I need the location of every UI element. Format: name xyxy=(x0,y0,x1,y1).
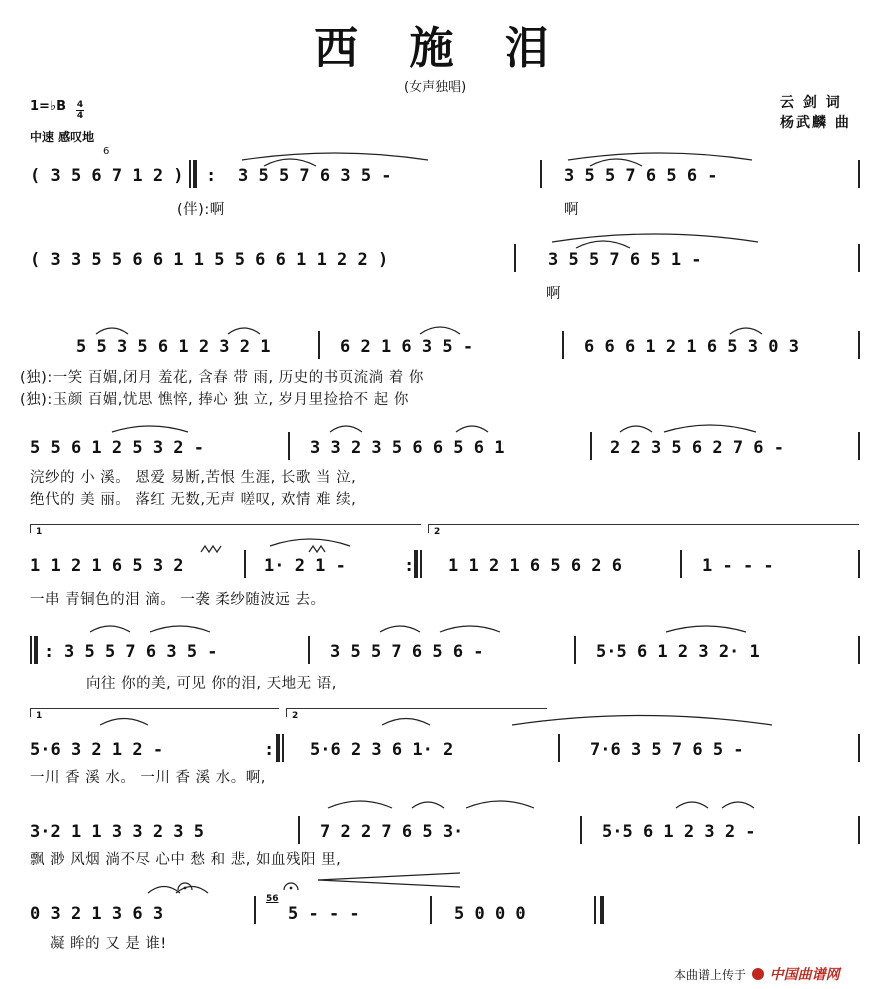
barline xyxy=(298,816,300,844)
barline xyxy=(680,550,682,578)
slur xyxy=(664,425,756,432)
volta-bracket-1 xyxy=(30,524,421,533)
lyric: 向往 你的美, 可见 你的泪, 天地无 语, xyxy=(86,676,337,692)
repeat-end-barline xyxy=(276,734,280,762)
score-measure: 7·6 3 5 7 6 5 - xyxy=(590,740,744,760)
barline xyxy=(308,636,310,664)
barline xyxy=(514,244,516,272)
subtitle: (女声独唱) xyxy=(404,80,467,95)
final-barline-thin xyxy=(594,896,596,924)
score-measure: 3·2 1 1 3 3 2 3 5 xyxy=(30,822,204,842)
slur xyxy=(620,426,652,432)
lyric: 啊 xyxy=(546,286,561,302)
tuplet-marker: 6 xyxy=(103,146,110,157)
slur xyxy=(380,626,420,632)
score-measure: 1 - - - xyxy=(702,556,774,576)
slur xyxy=(466,801,534,808)
score-measure: 0 3 2 1 3 6 3 xyxy=(30,904,164,924)
footer xyxy=(674,964,840,984)
slur xyxy=(456,426,488,432)
slur xyxy=(568,153,752,160)
barline xyxy=(590,432,592,460)
slur xyxy=(150,626,210,632)
hairpin xyxy=(318,880,460,887)
score-measure: 3 3 2 3 5 6 6 5 6 1 xyxy=(310,438,505,458)
composer-credit: 杨武麟 曲 xyxy=(780,115,851,131)
score-measure: 5 5 6 1 2 5 3 2 - xyxy=(30,438,204,458)
slur xyxy=(382,719,430,726)
upload-text: 本曲谱上传于 xyxy=(674,968,747,982)
barline xyxy=(282,734,284,762)
brand-name[interactable]: 中国曲谱网 xyxy=(769,967,840,983)
volta-number: 2 xyxy=(434,527,441,537)
slur xyxy=(552,234,758,242)
lyric: 一川 香 溪 水。 一川 香 溪 水。啊, xyxy=(30,770,266,786)
volta-bracket-1 xyxy=(30,708,279,717)
slur xyxy=(96,328,128,334)
slur xyxy=(412,802,444,808)
time-signature: 4 4 xyxy=(76,100,84,121)
score-measure: 2 2 3 5 6 2 7 6 - xyxy=(610,438,784,458)
score-measure: 1 1 2 1 6 5 6 2 6 xyxy=(448,556,622,576)
site-logo-icon xyxy=(752,968,764,980)
lyric-verse-2: 绝代的 美 丽。 落红 无数,无声 嗟叹, 欢情 难 续, xyxy=(30,492,357,508)
score-measure: 6 6 6 1 2 1 6 5 3 0 3 xyxy=(584,337,799,357)
score-measure: 1· 2 1 - xyxy=(264,556,346,576)
barline xyxy=(858,244,860,272)
barline xyxy=(244,550,246,578)
slur xyxy=(722,802,754,808)
barline xyxy=(858,331,860,359)
score-measure: 7 2 2 7 6 5 3· xyxy=(320,822,464,842)
score-measure: 3 5 5 7 6 5 6 - xyxy=(330,642,484,662)
score-line-2-interlude: ( 3 3 5 5 6 6 1 1 5 5 6 6 1 1 2 2 ) xyxy=(30,250,389,270)
barline xyxy=(580,816,582,844)
slur xyxy=(242,153,428,160)
slur xyxy=(730,328,762,334)
repeat-barline xyxy=(193,160,197,188)
barline xyxy=(30,636,32,664)
slur xyxy=(148,887,180,894)
lyric-verse-1: (独):一笑 百媚,闭月 羞花, 含春 带 雨, 历史的书页流淌 着 你 xyxy=(20,370,424,386)
barline xyxy=(858,550,860,578)
volta-bracket-2 xyxy=(286,708,547,717)
mordent-icon xyxy=(309,546,325,552)
barline xyxy=(189,160,191,188)
barline xyxy=(420,550,422,578)
lyric: 飘 渺 风烟 淌不尽 心中 愁 和 悲, 如血残阳 里, xyxy=(30,852,342,868)
score-measure: 1 1 2 1 6 5 3 2 xyxy=(30,556,184,576)
slur xyxy=(270,539,350,546)
slur xyxy=(90,626,130,632)
page-title: 西 施 泪 xyxy=(314,23,567,74)
barline xyxy=(288,432,290,460)
volta-bracket-2 xyxy=(428,524,859,533)
grace-notes: 56 xyxy=(266,894,279,904)
tempo-marking: 中速 感叹地 xyxy=(30,130,95,144)
slur xyxy=(576,241,630,248)
barline xyxy=(318,331,320,359)
lyricist-credit: 云 剑 词 xyxy=(780,95,842,111)
score-measure: 5 0 0 0 xyxy=(454,904,526,924)
barline xyxy=(858,734,860,762)
score-measure: 5·6 2 3 6 1· 2 xyxy=(310,740,454,760)
lyric-verse-2: (独):玉颜 百媚,忧思 憔悴, 捧心 独 立, 岁月里捡拾不 起 你 xyxy=(20,392,409,408)
key-signature: 1=♭B xyxy=(30,99,66,114)
barline xyxy=(858,816,860,844)
volta-number: 1 xyxy=(36,527,43,537)
final-barline-thick xyxy=(600,896,604,924)
slur xyxy=(512,716,772,726)
lyric: 凝 眸的 又 是 谁! xyxy=(50,936,167,952)
hairpin xyxy=(318,873,460,880)
score-measure: 3 5 5 7 6 3 5 - xyxy=(238,166,392,186)
score-measure: 6 2 1 6 3 5 - xyxy=(340,337,474,357)
slur xyxy=(228,328,260,334)
barline xyxy=(858,432,860,460)
score-line-1-intro: ( 3 5 6 7 1 2 ) xyxy=(30,166,184,186)
score-measure: 5 5 3 5 6 1 2 3 2 1 xyxy=(76,337,271,357)
slur xyxy=(666,626,746,632)
mordent-icon xyxy=(201,546,221,552)
barline xyxy=(558,734,560,762)
lyric: 啊 xyxy=(564,202,579,218)
score-measure: 5 - - - xyxy=(288,904,360,924)
lyric: 一串 青铜色的泪 滴。 一袭 柔纱随波远 去。 xyxy=(30,592,326,608)
barline xyxy=(254,896,256,924)
lyric: (伴):啊 xyxy=(177,202,225,218)
barline xyxy=(430,896,432,924)
barline xyxy=(540,160,542,188)
slur xyxy=(440,626,500,632)
volta-number: 1 xyxy=(36,711,43,721)
barline xyxy=(858,160,860,188)
score-measure: 5·6 3 2 1 2 - xyxy=(30,740,164,760)
slur xyxy=(420,327,460,334)
barline xyxy=(562,331,564,359)
slur xyxy=(112,426,188,432)
barline xyxy=(858,636,860,664)
volta-number: 2 xyxy=(292,711,299,721)
repeat-start-barline xyxy=(34,636,38,664)
slur xyxy=(330,426,362,432)
lyric-verse-1: 浣纱的 小 溪。 恩爱 易断,苦恨 生涯, 长歌 当 泣, xyxy=(30,470,357,486)
score-measure: 3 5 5 7 6 5 1 - xyxy=(548,250,702,270)
score-measure: 5·5 6 1 2 3 2 - xyxy=(602,822,756,842)
slur xyxy=(100,719,148,726)
slur xyxy=(676,802,708,808)
barline xyxy=(574,636,576,664)
repeat-end-barline xyxy=(414,550,418,578)
score-measure: 5·5 6 1 2 3 2· 1 xyxy=(596,642,760,662)
slur xyxy=(590,159,642,166)
slur xyxy=(264,159,316,166)
score-measure: 3 5 5 7 6 5 6 - xyxy=(564,166,718,186)
slur xyxy=(328,801,392,808)
score-measure: 3 5 5 7 6 3 5 - xyxy=(64,642,218,662)
